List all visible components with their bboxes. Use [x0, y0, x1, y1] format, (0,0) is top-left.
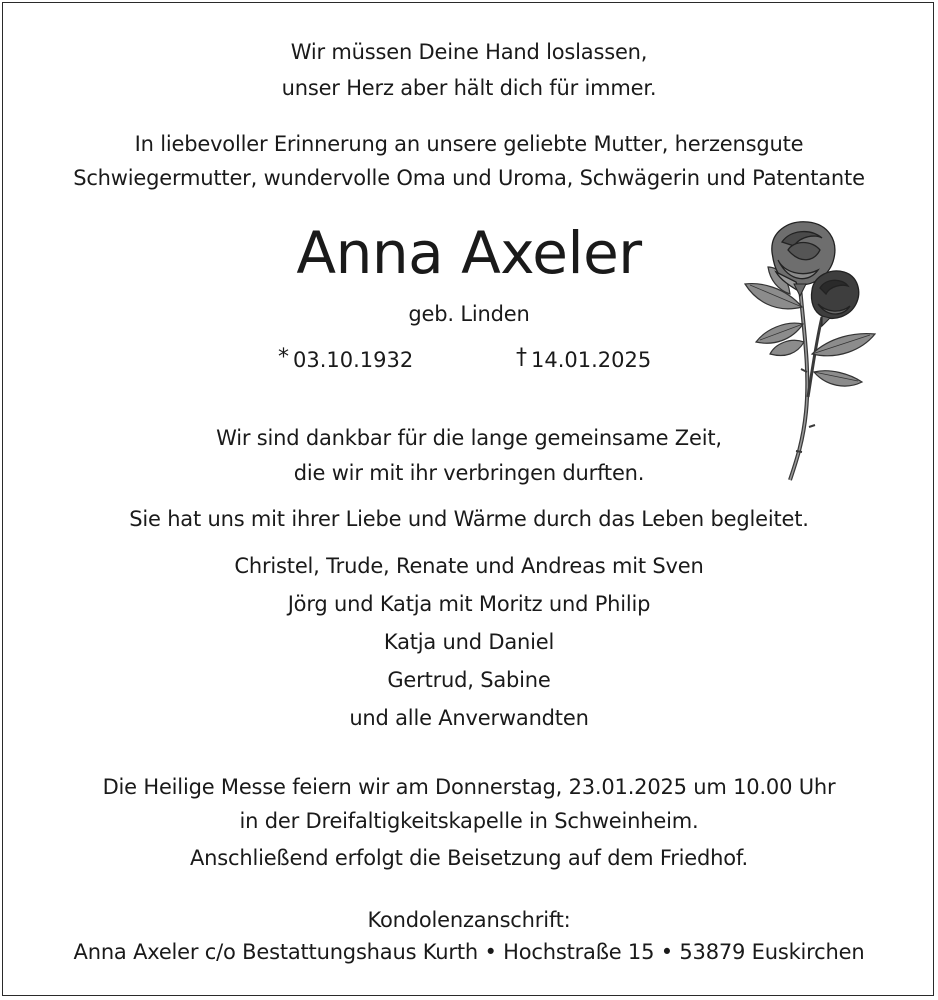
verse-line-2: unser Herz aber hält dich für immer.: [281, 76, 657, 100]
gratitude-line-3: Sie hat uns mit ihrer Liebe und Wärme durch das Leben begleitet.: [129, 507, 809, 531]
mourner-line: Katja und Daniel: [383, 630, 555, 654]
gratitude-line-2: die wir mit ihr verbringen durften.: [293, 461, 645, 485]
death-cross-icon: †: [516, 345, 527, 370]
mourner-line: Jörg und Katja mit Moritz und Philip: [287, 592, 651, 616]
verse-line-1: Wir müssen Deine Hand loslassen,: [290, 40, 648, 64]
death-date-group: [516, 345, 651, 376]
service-line-1: Die Heilige Messe feiern wir am Donnerstag, 23.01.2025 um 10.00 Uhr: [102, 775, 836, 799]
intro-line-1: In liebevoller Erinnerung an unsere geliebte Mutter, herzensgute: [134, 132, 804, 156]
condolence-address: Anna Axeler c/o Bestattungshaus Kurth • Hochstraße 15 • 53879 Euskirchen: [73, 940, 865, 964]
service-line-3: Anschließend erfolgt die Beisetzung auf dem Friedhof.: [189, 846, 749, 870]
deceased-name: Anna Axeler: [296, 219, 642, 287]
intro-line-2: Schwiegermutter, wundervolle Oma und Uroma, Schwägerin und Patentante: [73, 166, 865, 190]
birth-date: 03.10.1932: [293, 348, 414, 372]
birth-date-group: [278, 345, 413, 376]
mourner-line: Christel, Trude, Renate und Andreas mit Sven: [234, 554, 704, 578]
gratitude-line-1: Wir sind dankbar für die lange gemeinsame Zeit,: [216, 426, 722, 450]
service-line-2: in der Dreifaltigkeitskapelle in Schweinheim.: [239, 809, 699, 833]
mourner-line: Gertrud, Sabine: [387, 668, 551, 692]
condolence-heading: Kondolenzanschrift:: [367, 908, 571, 932]
mourner-line: und alle Anverwandten: [349, 706, 589, 730]
death-date: 14.01.2025: [531, 348, 652, 372]
rose-icon: [730, 212, 900, 487]
birth-star-icon: *: [278, 345, 289, 370]
maiden-name: geb. Linden: [408, 302, 530, 326]
